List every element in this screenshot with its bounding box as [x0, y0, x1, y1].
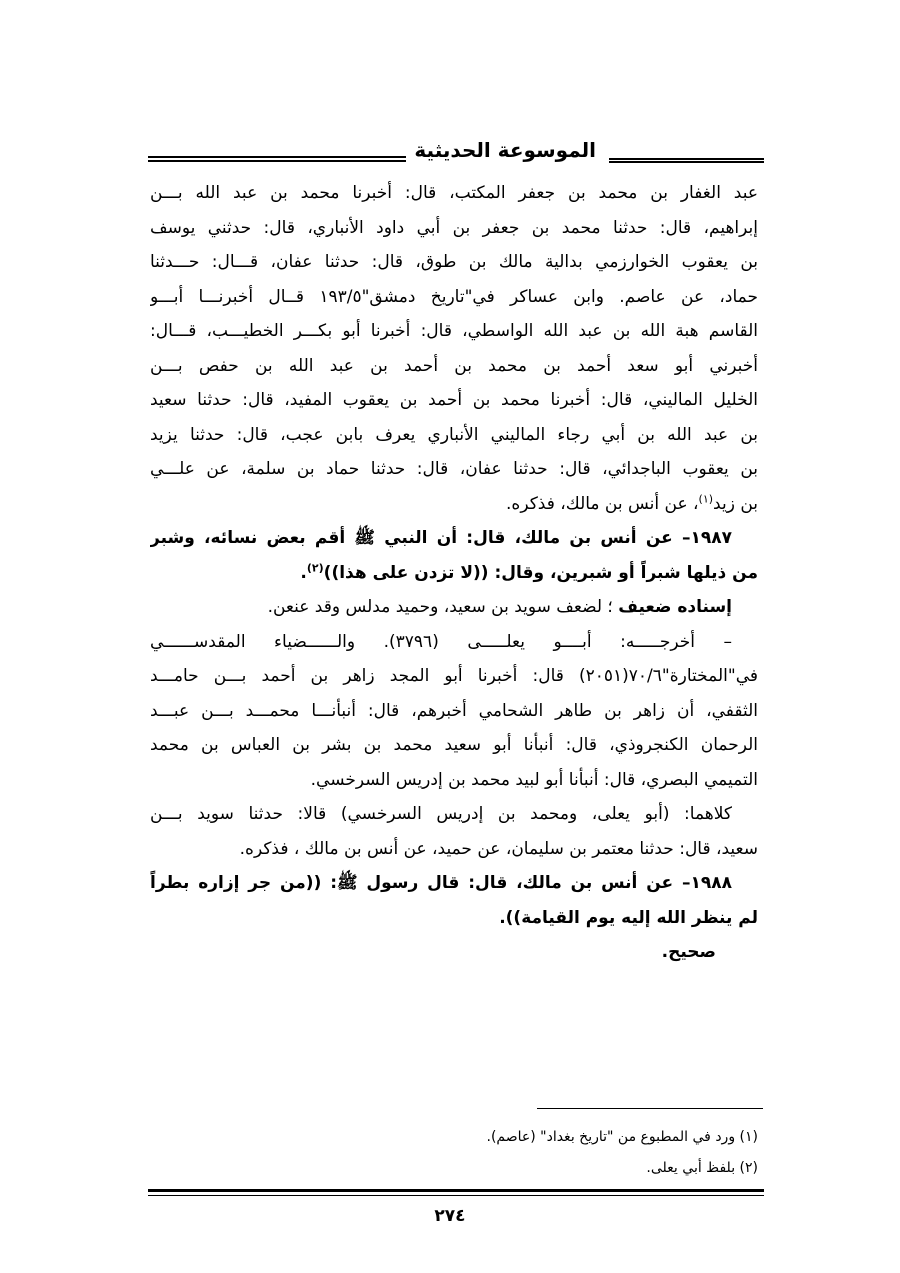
text-line-10 [150, 487, 758, 522]
page-number: ٢٧٤ [434, 1206, 466, 1226]
header-title: الموسوعة الحديثية [406, 138, 604, 162]
hadith-1988-line-1: ١٩٨٨– عن أنس بن مالك، قال: قال رسول ﷺ: ((من جر إزاره بطراً [150, 873, 732, 893]
text-line-2: إبراهيم، قال: حدثنا محمد بن جعفر بن أبي داود الأنباري، قال: حدثني يوسف [150, 217, 758, 238]
footnote-1: (١) ورد في المطبوع من "تاريخ بغداد" (عاصم). [486, 1129, 758, 1145]
header-rule-right [609, 158, 764, 163]
footnote-ref-1: (١) [698, 491, 714, 505]
text-line-7: الخليل الماليني، قال: أخبرنا محمد بن أحمد بن يعقوب المفيد، قال: حدثنا سعيد [150, 390, 758, 410]
footnotes [148, 1122, 758, 1184]
footnote-separator [537, 1108, 763, 1109]
hadith-1987-end: . [300, 562, 307, 583]
takhrij-line-1: – أخرجـــــه: أبــــو يعلـــــى (٣٧٩٦). والــــــضياء المقدســــــي [150, 631, 733, 652]
text-line-6: أخبرني أبو سعد أحمد بن محمد بن أحمد بن عبد الله بن حفص بـــن [150, 355, 758, 376]
body-text [150, 176, 758, 970]
hadith-1987-text: من ذيلها شبراً أو شبرين، وقال: ((لا تزدن على هذا)) [323, 562, 758, 583]
takhrij-line-5: التميمي البصري، قال: أنبأنا أبو لبيد محمد بن إدريس السرخسي. [310, 769, 758, 790]
hadith-grade: صحيح. [661, 942, 716, 962]
text-line-9: بن يعقوب الباجدائي، قال: حدثنا عفان، قال: حدثنا حماد بن سلمة، عن علـــي [150, 459, 758, 479]
isnad-line [150, 590, 758, 625]
takhrij-line-2: في"المختارة"٧٠/٦(٢٠٥١) قال: أخبرنا أبو المجد زاهر بن أحمد بـــن حامـــد [150, 666, 758, 686]
footer-rule-thick [148, 1189, 764, 1192]
takhrij-line-3: الثقفي، أن زاهر بن طاهر الشحامي أخبرهم، قال: أنبأنـــا محمـــد بـــن عبـــد [150, 700, 758, 721]
text-line-1: عبد الغفار بن محمد بن جعفر المكتب، قال: أخبرنا محمد بن عبد الله بـــن [150, 183, 758, 203]
page-header [148, 136, 764, 176]
kilahuma-line-2: سعيد، قال: حدثنا معتمر بن سليمان، عن حميد، عن أنس بن مالك ، فذكره. [239, 838, 758, 859]
text-line-10-end: ، عن أنس بن مالك، فذكره. [506, 493, 699, 514]
hadith-1987-line-2 [150, 556, 758, 591]
hadith-1988-line-2: لم ينظر الله إليه يوم القيامة)). [499, 907, 758, 928]
text-line-10-start: بن زيد [713, 493, 758, 514]
footnote-2: (٢) بلفظ أبي يعلى. [646, 1160, 758, 1176]
isnad-rest: ؛ لضعف سويد بن سعيد، وحميد مدلس وقد عنعن. [267, 597, 619, 617]
takhrij-line-4: الرحمان الكنجروذي، قال: أنبأنا أبو سعيد محمد بن بشر بن العباس بن محمد [150, 735, 758, 755]
text-line-4: حماد، عن عاصم. وابن عساكر في"تاريخ دمشق"١٩٣/٥ قــال أخبرنـــا أبـــو [150, 286, 758, 307]
text-line-5: القاسم هبة الله بن عبد الله الواسطي، قال: أخبرنا أبو بكـــر الخطيـــب، قـــال: [150, 321, 758, 341]
footer-rule-thin [148, 1195, 764, 1196]
text-line-3: بن يعقوب الخوارزمي بدالية مالك بن طوق، قال: حدثنا عفان، قـــال: حـــدثنا [150, 252, 758, 272]
hadith-1987-line-1: ١٩٨٧– عن أنس بن مالك، قال: أن النبي ﷺ أقم بعض نسائه، وشبر [150, 528, 732, 548]
kilahuma-line-1: كلاهما: (أبو يعلى، ومحمد بن إدريس السرخسي) قالا: حدثنا سويد بـــن [150, 804, 732, 824]
footnote-ref-2: (٢) [306, 560, 324, 574]
isnad-label: إسناده ضعيف [618, 597, 732, 617]
text-line-8: بن عبد الله بن أبي رجاء الماليني الأنباري يعرف بابن عجب، قال: حدثنا يزيد [150, 424, 758, 445]
